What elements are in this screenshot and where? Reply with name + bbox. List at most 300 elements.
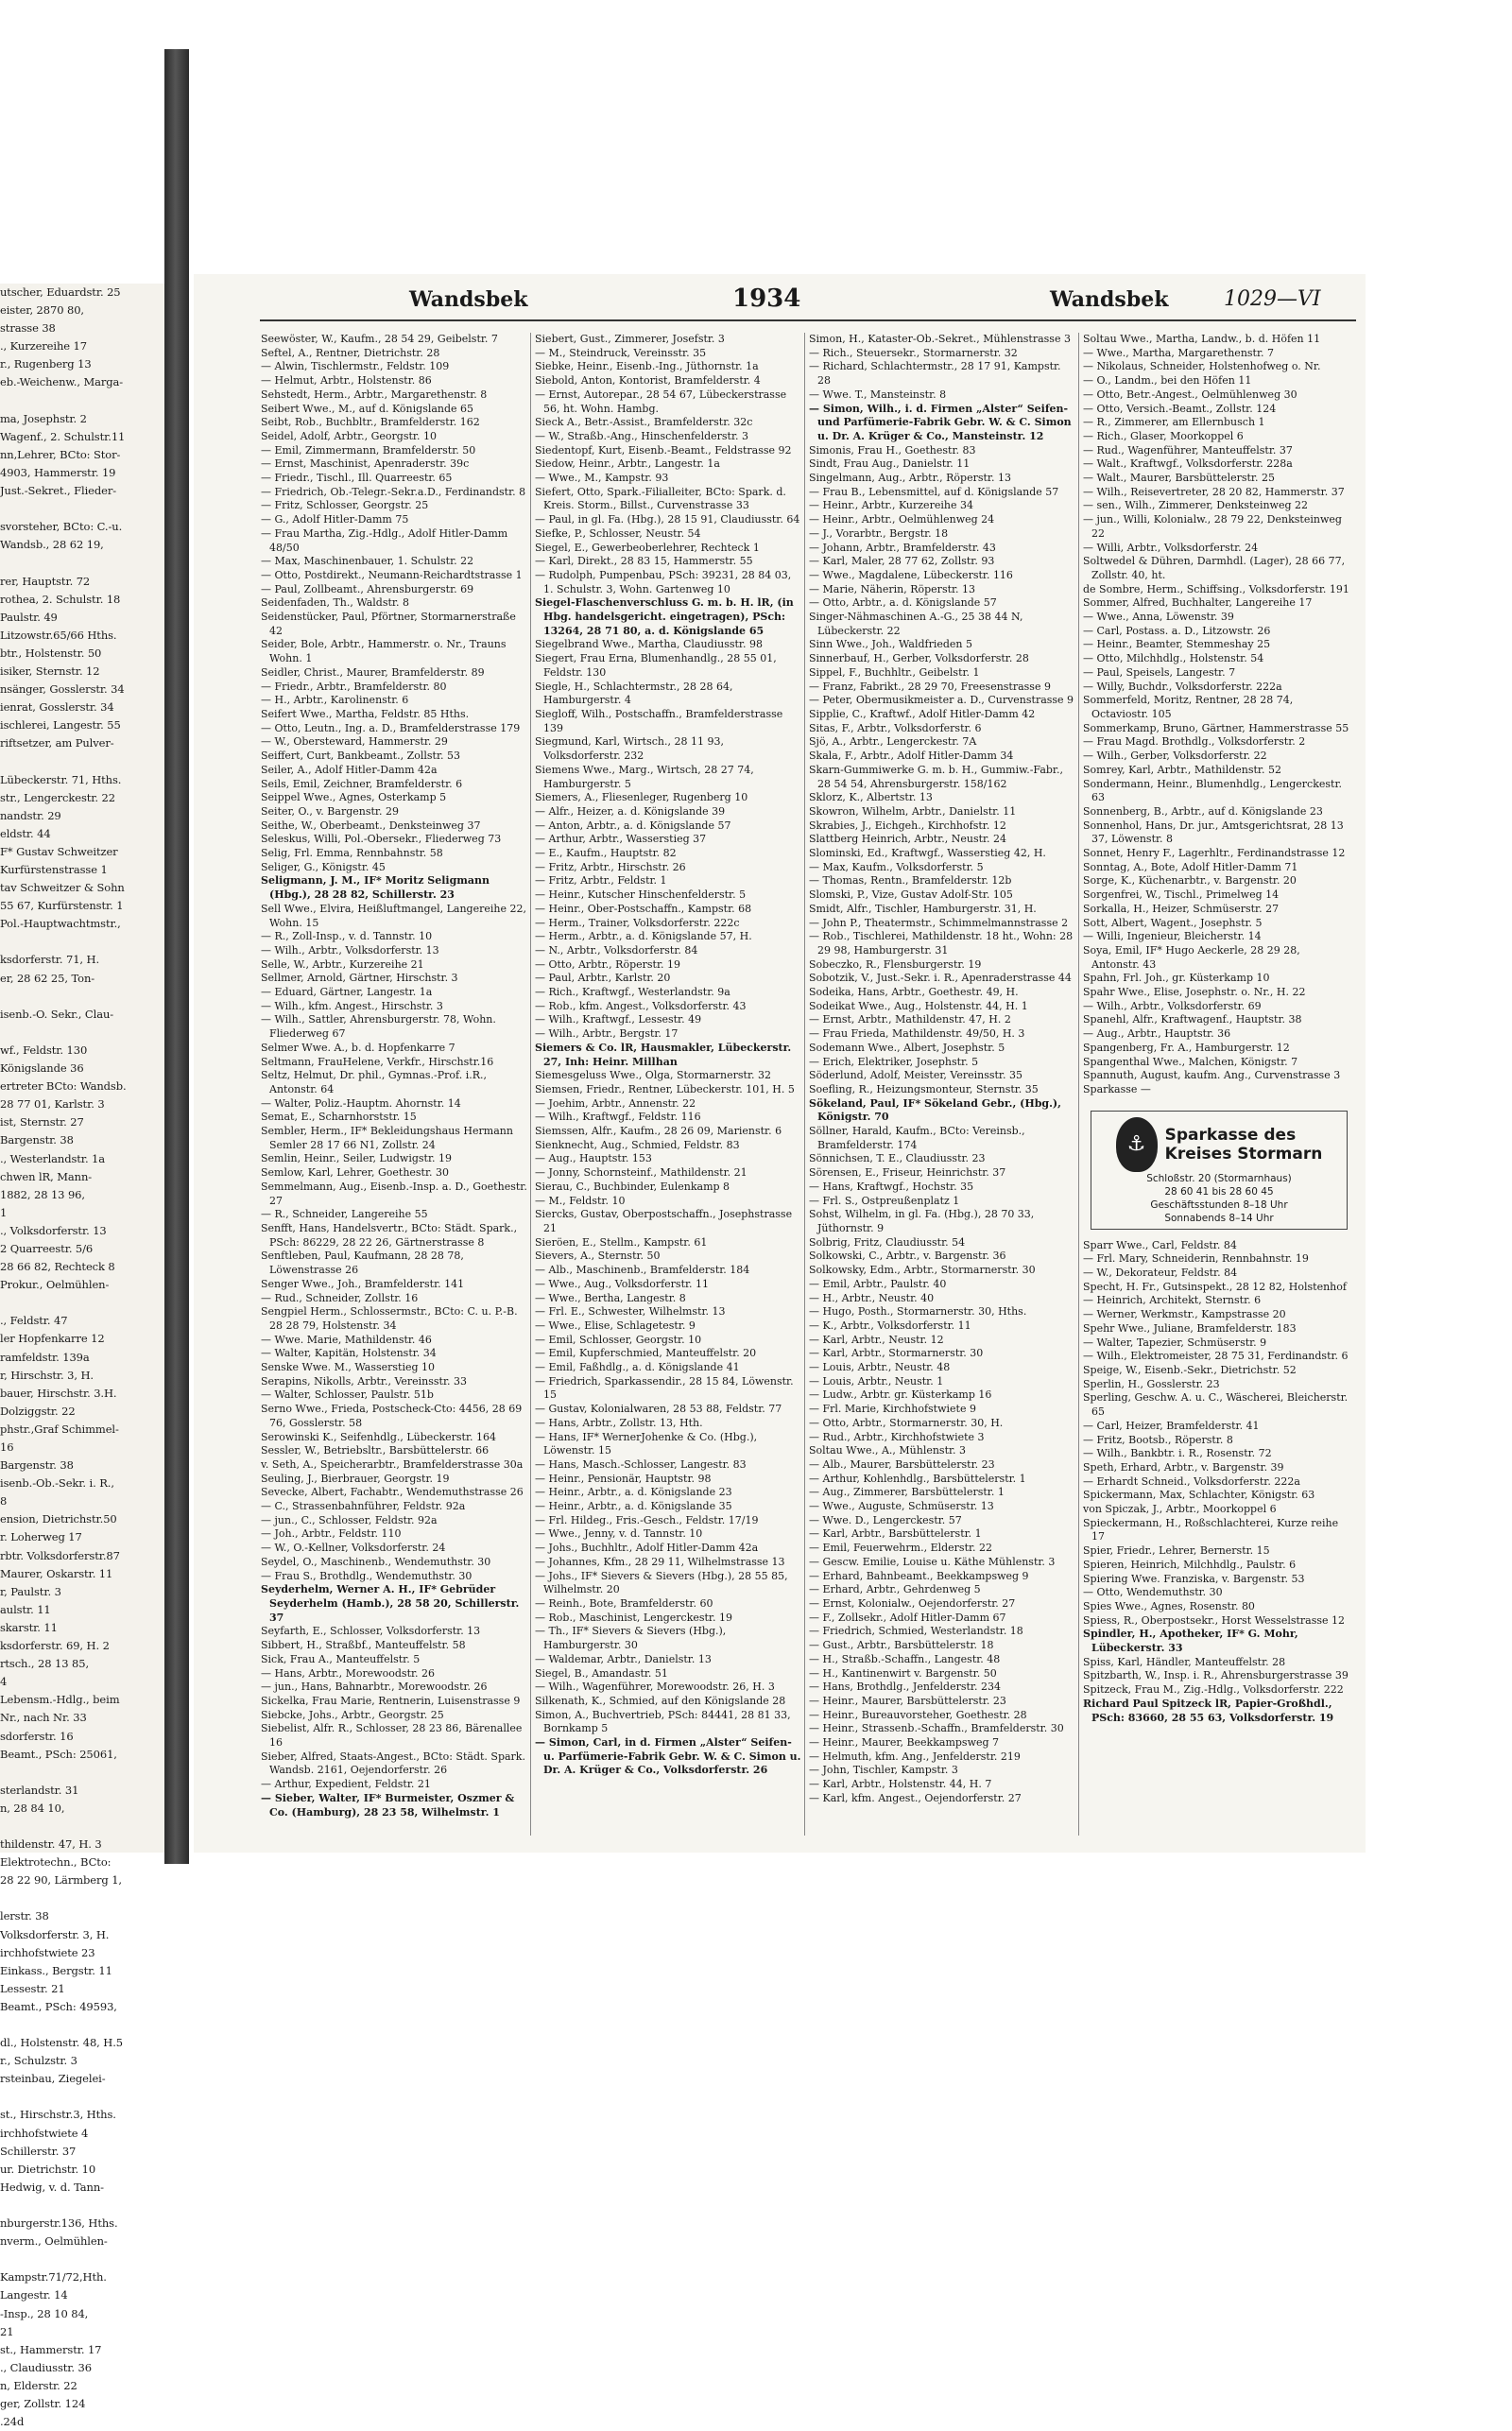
sparkasse-advertisement (1091, 1111, 1348, 1230)
directory-entry: Sperling, Geschw. A. u. C., Wäscherei, Bleicherstr. 65 (1083, 1391, 1349, 1419)
left-page-line: 4 (0, 1675, 8, 1689)
directory-entry: — Willy, Buchdr., Volksdorferstr. 222a (1083, 680, 1282, 693)
directory-entry: — Arthur, Arbtr., Wasserstieg 37 (535, 833, 707, 846)
left-page-line: 8 (0, 1494, 8, 1509)
directory-entry: Seuling, J., Bierbrauer, Georgstr. 19 (261, 1472, 450, 1485)
directory-entry: Spangenberg, Fr. A., Hamburgerstr. 12 (1083, 1041, 1290, 1054)
directory-entry: Speth, Erhard, Arbtr., v. Bargenstr. 39 (1083, 1460, 1284, 1474)
directory-entry: — M., Steindruck, Vereinsstr. 35 (535, 346, 707, 359)
directory-entry: Spiess, R., Oberpostsekr., Horst Wesselstrasse 12 (1083, 1613, 1346, 1627)
directory-entry: — Wwe., Magdalene, Lübeckerstr. 116 (809, 568, 1013, 581)
left-page-line: Prokur., Oelmühlen- (0, 1278, 110, 1292)
directory-entry: Siedentopf, Kurt, Eisenb.-Beamt., Feldstrasse 92 (535, 443, 792, 457)
directory-entry: — Wilh., Arbtr., Volksdorferstr. 69 (1083, 999, 1262, 1012)
directory-entry: — H., Straßb.-Schaffn., Langestr. 48 (809, 1652, 1001, 1665)
directory-entry: — Heinr., Arbtr., a. d. Königslande 35 (535, 1500, 732, 1513)
directory-entry: Sippel, F., Buchhltr., Geibelstr. 1 (809, 665, 980, 679)
directory-entry: — Rob., Maschinist, Lengerckestr. 19 (535, 1611, 732, 1624)
directory-entry: Serno Wwe., Frieda, Postscheck-Cto: 4456, 28 69 76, Gosslerstr. 58 (261, 1403, 523, 1429)
directory-entry: — Herm., Trainer, Volksdorferstr. 222c (535, 916, 740, 929)
directory-entry: — Wwe. T., Mansteinstr. 8 (809, 388, 947, 401)
directory-entry: Sieröen, E., Stellm., Kampstr. 61 (535, 1235, 708, 1249)
directory-entry: Sörensen, E., Friseur, Heinrichstr. 37 (809, 1166, 1006, 1180)
directory-entry: — Rud., Arbtr., Kirchhofstwiete 3 (809, 1430, 985, 1443)
directory-entry: — Karl, Maler, 28 77 62, Zollstr. 93 (809, 555, 995, 568)
left-page-line: 1 (0, 1205, 8, 1219)
directory-entry: — Frau S., Brothdlg., Wendemuthstr. 30 (261, 1569, 472, 1582)
directory-entry: — F., Zollsekr., Adolf Hitler-Damm 67 (809, 1611, 1006, 1624)
directory-entry: — Gustav, Kolonialwaren, 28 53 88, Feldstr. 77 (535, 1403, 782, 1416)
ad-name-line-1: Sparkasse des (1164, 1125, 1297, 1145)
directory-entry: — Friedrich, Schmied, Westerlandstr. 18 (809, 1625, 1023, 1638)
left-page-line: 1882, 28 13 96, (0, 1187, 85, 1201)
directory-entry: — H., Arbtr., Karolinenstr. 6 (261, 694, 409, 707)
directory-entry: Singelmann, Aug., Arbtr., Röperstr. 13 (809, 472, 1011, 485)
ad-phone: 28 60 41 bis 28 60 45 (1164, 1185, 1274, 1198)
directory-entry: — Richard, Schlachtermstr., 28 17 91, Kampstr. 28 (809, 360, 1061, 388)
left-page-line: isenb.-Ob.-Sekr. i. R., (0, 1476, 114, 1491)
column-2 (535, 333, 801, 1845)
directory-entry: Siebelist, Alfr. R., Schlosser, 28 23 86, Bärenallee 16 (261, 1722, 523, 1750)
directory-entry: — Wilh., Elektromeister, 28 75 31, Ferdinandstr. 6 (1083, 1350, 1349, 1363)
directory-entry: Seewöster, W., Kaufm., 28 54 29, Geibelstr. 7 (261, 333, 498, 345)
directory-entry: von Spiczak, J., Arbtr., Moorkoppel 6 (1083, 1503, 1277, 1516)
directory-entry: Selig, Frl. Emma, Rennbahnstr. 58 (261, 847, 443, 860)
ad-address: Schloßstr. 20 (Stormarnhaus) (1146, 1172, 1292, 1184)
directory-entry: Sienknecht, Aug., Schmied, Feldstr. 83 (535, 1138, 740, 1151)
directory-entry: — Hans, Arbtr., Morewoodstr. 26 (261, 1666, 436, 1680)
directory-entry: Siebold, Anton, Kontorist, Bramfelderstr. 4 (535, 374, 761, 388)
left-page-line: ienrat, Gosslerstr. 34 (0, 700, 114, 715)
left-page-line: svorsteher, BCto: C.-u. (0, 520, 123, 534)
directory-entry: — Frau B., Lebensmittel, auf d. Königslande 57 (809, 485, 1059, 498)
left-page-line: Litzowstr.65/66 Hths. (0, 628, 117, 642)
directory-entry: Soltau Wwe., A., Mühlenstr. 3 (809, 1444, 967, 1457)
directory-entry: — Emil, Zimmermann, Bramfelderstr. 50 (261, 443, 476, 457)
directory-entry: — H., Kantinenwirt v. Bargenstr. 50 (809, 1666, 997, 1680)
left-page-line: Lübeckerstr. 71, Hths. (0, 772, 122, 786)
directory-entry: — Karl, Arbtr., Stormarnerstr. 30 (809, 1347, 984, 1360)
directory-entry: — Rud., Schneider, Zollstr. 16 (261, 1291, 419, 1304)
directory-entry: Sieck A., Betr.-Assist., Bramfelderstr. 32c (535, 416, 753, 429)
directory-entry: — J., Vorarbtr., Bergstr. 18 (809, 526, 949, 540)
directory-entry: — Heinr., Maurer, Beekkampsweg 7 (809, 1736, 1000, 1750)
directory-entry: Smidt, Alfr., Tischler, Hamburgerstr. 31, H. (809, 902, 1037, 915)
directory-entry: — Arthur, Expedient, Feldstr. 21 (261, 1778, 431, 1791)
left-page-line: ension, Dietrichstr.50 (0, 1512, 117, 1526)
directory-entry: — Johs., IF* Sievers & Sievers (Hbg.), 28 55 85, Wilhelmstr. 20 (535, 1569, 788, 1596)
directory-entry: — Carl, Heizer, Bramfelderstr. 41 (1083, 1419, 1260, 1432)
directory-entry: Siemens Wwe., Marg., Wirtsch, 28 27 74, Hamburgerstr. 5 (535, 763, 754, 790)
directory-entry: Soya, Emil, IF* Hugo Aeckerle, 28 29 28, Antonstr. 43 (1083, 943, 1300, 971)
directory-entry: — Wwe., Bertha, Langestr. 8 (535, 1291, 686, 1304)
directory-entry: — N., Arbtr., Volksdorferstr. 84 (535, 943, 698, 957)
directory-entry: — Walt., Maurer, Barsbüttelerstr. 25 (1083, 472, 1275, 485)
directory-entry: — R., Zimmerer, am Ellernbusch 1 (1083, 416, 1265, 429)
directory-entry: Siegel-Flaschenverschluss G. m. b. H. lR, (in Hbg. handelsgericht. eingetragen), PSch: 13264, 28 71 80, a. d. Königslande 65 (535, 596, 794, 637)
directory-entry: — Gust., Arbtr., Barsbüttelerstr. 18 (809, 1639, 994, 1652)
left-page-line (0, 1764, 164, 1782)
ad-hours: Geschäftsstunden 8–18 Uhr (1150, 1198, 1288, 1211)
directory-entry: Semlin, Heinr., Seiler, Ludwigstr. 19 (261, 1152, 452, 1165)
directory-entry: Speige, W., Eisenb.-Sekr., Dietrichstr. 52 (1083, 1364, 1297, 1376)
directory-entry: Sparr Wwe., Carl, Feldstr. 84 (1083, 1238, 1237, 1251)
directory-entry: Spanehl, Alfr., Kraftwagenf., Hauptstr. 38 (1083, 1013, 1302, 1026)
left-page-line: isenb.-O. Sekr., Clau- (0, 1007, 114, 1021)
left-page-line: str., Lengerckestr. 22 (0, 790, 115, 804)
directory-entry: — Wilh., Kraftwgf., Feldstr. 116 (535, 1111, 701, 1124)
directory-entry: — Werner, Werkmstr., Kampstrasse 20 (1083, 1308, 1286, 1321)
directory-entry: — C., Strassenbahnführer, Feldstr. 92a (261, 1500, 466, 1513)
directory-entry: — Otto, Wendemuthstr. 30 (1083, 1586, 1223, 1599)
directory-entry: — Alb., Maschinenb., Bramfelderstr. 184 (535, 1264, 750, 1277)
directory-entry: — Herm., Arbtr., a. d. Königslande 57, H. (535, 930, 752, 943)
left-page-line: Beamt., PSch: 49593, (0, 1999, 117, 2013)
column-3 (809, 333, 1075, 1845)
directory-entry: — Thomas, Rentn., Bramfelderstr. 12b (809, 874, 1012, 888)
left-page-line: eister, 2870 80, (0, 303, 84, 318)
directory-entry: — Max, Kaufm., Volksdorferstr. 5 (809, 860, 984, 873)
directory-entry: Selmer Wwe. A., b. d. Hopfenkarre 7 (261, 1041, 455, 1054)
left-page-line (0, 1294, 164, 1312)
directory-entry: Seyfarth, E., Schlosser, Volksdorferstr. 13 (261, 1625, 481, 1638)
directory-entry: — Alfr., Heizer, a. d. Königslande 39 (535, 804, 726, 818)
directory-entry: — K., Arbtr., Volksdorferstr. 11 (809, 1319, 971, 1332)
directory-entry: — Friedr., Arbtr., Bramfelderstr. 80 (261, 680, 447, 693)
directory-entry: Sitas, F., Arbtr., Volksdorferstr. 6 (809, 721, 982, 734)
left-page-line: Kurfürstenstrasse 1 (0, 863, 108, 876)
directory-entry: Spier, Friedr., Lehrer, Bernerstr. 15 (1083, 1544, 1270, 1558)
directory-entry: — Otto, Arbtr., Stormarnerstr. 30, H. (809, 1416, 1004, 1429)
header-left-city: Wandsbek (409, 287, 528, 312)
left-page-line: Paulstr. 49 (0, 610, 58, 624)
directory-entry: Söderlund, Adolf, Meister, Vereinsstr. 35 (809, 1069, 1022, 1082)
directory-entry: — Fritz, Arbtr., Hirschstr. 26 (535, 860, 686, 873)
directory-entry: — Rud., Wagenführer, Manteuffelstr. 37 (1083, 443, 1293, 457)
directory-entry: Sibbert, H., Straßbf., Manteuffelstr. 58 (261, 1639, 466, 1652)
directory-entry: Seidenfaden, Th., Waldstr. 8 (261, 596, 409, 610)
directory-entry: — Otto, Leutn., Ing. a. D., Bramfelderstrasse 179 (261, 721, 521, 734)
directory-entry: — Walt., Kraftwgf., Volksdorferstr. 228a (1083, 457, 1293, 471)
directory-entry: Sipplie, C., Kraftwf., Adolf Hitler-Damm 42 (809, 707, 1036, 720)
directory-entry: — Hans, IF* WernerJohenke & Co. (Hbg.), Löwenstr. 15 (535, 1430, 758, 1457)
book-binding (164, 49, 189, 1864)
left-page-line: ramfeldstr. 139a (0, 1350, 90, 1364)
directory-entry: — Karl, Arbtr., Barsbüttelerstr. 1 (809, 1527, 982, 1541)
directory-entry: Sickelka, Frau Marie, Rentnerin, Luisenstrasse 9 (261, 1694, 521, 1707)
directory-entry: Sellmer, Arnold, Gärtner, Hirschstr. 3 (261, 972, 458, 985)
directory-entry: — Erhardt Schneid., Volksdorferstr. 222a (1083, 1474, 1300, 1488)
directory-entry: Siefke, P., Schlosser, Neustr. 54 (535, 526, 701, 540)
left-page-line: ger, Zollstr. 124 (0, 2396, 86, 2410)
directory-entry: Siercks, Gustav, Oberpostschaffn., Josephstrasse 21 (535, 1208, 793, 1234)
directory-entry: Sorkalla, H., Heizer, Schmüserstr. 27 (1083, 902, 1280, 915)
directory-entry: — Wwe., Auguste, Schmüserstr. 13 (809, 1500, 994, 1513)
directory-entry: — Marie, Näherin, Röperstr. 13 (809, 582, 976, 595)
directory-entry: — Wilh., Arbtr., Bergstr. 17 (535, 1027, 679, 1041)
directory-entry: — Anton, Arbtr., a. d. Königslande 57 (535, 819, 731, 832)
left-page-line: isiker, Sternstr. 12 (0, 664, 100, 678)
directory-entry: Sonnenberg, B., Arbtr., auf d. Königslande 23 (1083, 804, 1323, 818)
directory-entry: Seifert Wwe., Martha, Feldstr. 85 Hths. (261, 707, 470, 720)
directory-entry: — Paul, in gl. Fa. (Hbg.), 28 15 91, Claudiusstr. 64 (535, 513, 800, 526)
left-page-line: r, Paulstr. 3 (0, 1584, 61, 1598)
left-page-line: nandstr. 29 (0, 808, 61, 822)
directory-entry: — Frl. Marie, Kirchhofstwiete 9 (809, 1403, 976, 1416)
left-page-line (0, 2016, 164, 2034)
directory-entry: — Max, Maschinenbauer, 1. Schulstr. 22 (261, 555, 474, 568)
left-page-line: 4903, Hammerstr. 19 (0, 465, 116, 479)
directory-entry: — Fritz, Arbtr., Feldstr. 1 (535, 874, 667, 888)
left-page-line: Königslande 36 (0, 1061, 84, 1076)
directory-entry: Seidel, Adolf, Arbtr., Georgstr. 10 (261, 429, 437, 442)
directory-entry: Sommerkamp, Bruno, Gärtner, Hammerstrasse 55 (1083, 721, 1349, 734)
left-page-line: Nr., nach Nr. 33 (0, 1711, 87, 1725)
left-page-line: Elektrotechn., BCto: (0, 1855, 112, 1870)
directory-entry: Slominski, Ed., Kraftwgf., Wasserstieg 42, H. (809, 847, 1046, 860)
left-page-line: dl., Holstenstr. 48, H.5 (0, 2036, 123, 2050)
directory-entry: — Emil, Schlosser, Georgstr. 10 (535, 1333, 702, 1346)
left-page-line: Langestr. 14 (0, 2288, 68, 2302)
directory-entry: — E., Kaufm., Hauptstr. 82 (535, 847, 677, 860)
directory-entry: — Friedrich, Sparkassendir., 28 15 84, Löwenstr. 15 (535, 1374, 794, 1402)
directory-entry: Soltau Wwe., Martha, Landw., b. d. Höfen 11 (1083, 333, 1321, 345)
directory-entry: Spannuth, August, kaufm. Ang., Curvenstrasse 3 (1083, 1069, 1341, 1082)
directory-entry: — Johannes, Kfm., 28 29 11, Wilhelmstrasse 13 (535, 1555, 785, 1568)
directory-entry: Richard Paul Spitzeck lR, Papier-Großhdl., PSch: 83660, 28 55 63, Volksdorferstr. 19 (1083, 1697, 1334, 1724)
left-page-line: ur. Dietrichstr. 10 (0, 2162, 96, 2176)
directory-entry: Spieren, Heinrich, Milchhdlg., Paulstr. 6 (1083, 1558, 1297, 1571)
directory-entry: — W., Straßb.-Ang., Hinschenfelderstr. 3 (535, 429, 748, 442)
directory-entry: Sökeland, Paul, IF* Sökeland Gebr., (Hbg.), Königstr. 70 (809, 1096, 1061, 1124)
left-page-line: eb.-Weichenw., Marga- (0, 375, 124, 389)
directory-entry: — Rob., Tischlerei, Mathildenstr. 18 ht., Wohn: 28 29 98, Hamburgerstr. 31 (809, 930, 1074, 957)
directory-entry: Seiler, A., Adolf Hitler-Damm 42a (261, 763, 438, 776)
left-page-line (0, 1889, 164, 1907)
directory-entry: — Jonny, Schornsteinf., Mathildenstr. 21 (535, 1166, 747, 1180)
directory-entry: — Heinrich, Architekt, Sternstr. 6 (1083, 1294, 1262, 1307)
directory-entry: — Heinr., Pensionär, Hauptstr. 98 (535, 1472, 712, 1485)
directory-entry: Singer-Nähmaschinen A.-G., 25 38 44 N, Lübeckerstr. 22 (809, 611, 1023, 637)
directory-entry: — W., Dekorateur, Feldstr. 84 (1083, 1267, 1238, 1280)
directory-entry: Sodeikat Wwe., Aug., Holstenstr. 44, H. 1 (809, 999, 1028, 1012)
directory-entry: Skarn-Gummiwerke G. m. b. H., Gummiw.-Fabr., 28 54 54, Ahrensburgerstr. 158/162 (809, 763, 1063, 790)
directory-entry: Soefling, R., Heizungsmonteur, Sternstr. 35 (809, 1082, 1039, 1095)
directory-entry: — Walter, Kapitän, Holstenstr. 34 (261, 1347, 437, 1360)
directory-entry: — Wwe., Anna, Löwenstr. 39 (1083, 611, 1234, 624)
left-page-line: rbtr. Volksdorferstr.87 (0, 1548, 120, 1562)
left-page-line: rsteinbau, Ziegelei- (0, 2072, 106, 2086)
left-page-line (0, 2250, 164, 2268)
directory-entry: Sparkasse — (1083, 1082, 1151, 1095)
directory-entry: — G., Adolf Hitler-Damm 75 (261, 513, 409, 526)
left-page-line: Schillerstr. 37 (0, 2144, 77, 2158)
directory-entry: Siedow, Heinr., Arbtr., Langestr. 1a (535, 457, 720, 471)
directory-entry: — Wilh., Wagenführer, Morewoodstr. 26, H. 3 (535, 1681, 775, 1694)
directory-entry: Seleskus, Willi, Pol.-Obersekr., Fliederweg 73 (261, 833, 502, 846)
directory-entry: Skala, F., Arbtr., Adolf Hitler-Damm 34 (809, 750, 1014, 763)
left-page-line: phstr.,Graf Schimmel- (0, 1422, 119, 1436)
directory-entry: — Johs., Buchhltr., Adolf Hitler-Damm 42a (535, 1542, 759, 1555)
left-page-line: rer, Hauptstr. 72 (0, 574, 91, 588)
header-right-city: Wandsbek (1050, 287, 1169, 312)
directory-entry: — Fritz, Schlosser, Georgstr. 25 (261, 499, 429, 512)
directory-entry: — Frl. S., Ostpreußenplatz 1 (809, 1194, 960, 1207)
directory-entry: — Frl. Hildeg., Fris.-Gesch., Feldstr. 17/19 (535, 1513, 759, 1526)
directory-entry: — Frau Frieda, Mathildenstr. 49/50, H. 3 (809, 1027, 1025, 1041)
directory-entry: — Joh., Arbtr., Feldstr. 110 (261, 1527, 402, 1541)
directory-entry: Sengpiel Herm., Schlossermstr., BCto: C. u. P.-B. 28 28 79, Holstenstr. 34 (261, 1305, 518, 1332)
directory-entry: Semat, E., Scharnhorststr. 15 (261, 1111, 417, 1124)
left-page-line: thildenstr. 47, H. 3 (0, 1837, 102, 1852)
directory-entry: Senske Wwe. M., Wasserstieg 10 (261, 1361, 436, 1374)
left-page-line: Dolziggstr. 22 (0, 1404, 76, 1418)
left-page-line: Just.-Sekret., Flieder- (0, 484, 117, 498)
directory-entry: — John, Tischler, Kampstr. 3 (809, 1764, 958, 1777)
directory-entry: Sott, Albert, Wagent., Josephstr. 5 (1083, 916, 1263, 929)
directory-entry: Siebke, Heinr., Eisenb.-Ing., Jüthornstr. 1a (535, 360, 759, 373)
directory-entry: Siemsen, Friedr., Rentner, Lübeckerstr. 101, H. 5 (535, 1082, 795, 1095)
directory-entry: — Emil, Faßhdlg., a. d. Königslande 41 (535, 1361, 740, 1374)
directory-entry: — Hugo, Posth., Stormarnerstr. 30, Hths. (809, 1305, 1027, 1319)
directory-entry: — Otto, Milchhdlg., Holstenstr. 54 (1083, 652, 1264, 665)
directory-entry: Sobotzik, V., Just.-Sekr. i. R., Apenraderstrasse 44 (809, 972, 1072, 985)
directory-entry: — Heinr., Arbtr., a. d. Königslande 23 (535, 1486, 732, 1499)
left-page-line (0, 2197, 164, 2215)
directory-entry: Siebcke, Johs., Arbtr., Georgstr. 25 (261, 1708, 444, 1721)
left-page-line: .24d (0, 2415, 25, 2429)
directory-entry: — Paul, Zollbeamt., Ahrensburgerstr. 69 (261, 582, 474, 595)
directory-entry: Spieckermann, H., Roßschlachterei, Kurze reihe 17 (1083, 1516, 1339, 1543)
directory-entry: Siegle, H., Schlachtermstr., 28 28 64, Hamburgerstr. 4 (535, 680, 733, 707)
directory-entry: Sjö, A., Arbtr., Lengerckestr. 7A (809, 735, 977, 749)
column-divider (804, 333, 805, 1836)
directory-entry: — Otto, Postdirekt., Neumann-Reichardtstrasse 1 (261, 568, 523, 581)
directory-entry: Spiering Wwe. Franziska, v. Bargenstr. 53 (1083, 1572, 1305, 1585)
directory-entry: — Wilh., Bankbtr. i. R., Rosenstr. 72 (1083, 1447, 1272, 1460)
directory-entry: — Wwe. Marie, Mathildenstr. 46 (261, 1333, 432, 1346)
directory-entry: — Aug., Zimmerer, Barsbüttelerstr. 1 (809, 1486, 1005, 1499)
directory-entry: Sonnet, Henry F., Lagerhltr., Ferdinandstrasse 12 (1083, 847, 1346, 860)
directory-entry: — Heinr., Maurer, Barsbüttelerstr. 23 (809, 1694, 1006, 1707)
left-page-fragment (0, 284, 164, 2429)
left-page-line: ertreter BCto: Wandsb. (0, 1079, 127, 1094)
directory-entry: — Karl, Arbtr., Neustr. 12 (809, 1333, 944, 1346)
directory-entry: — Frl. E., Schwester, Wilhelmstr. 13 (535, 1305, 726, 1319)
directory-entry: Siemers & Co. lR, Hausmakler, Lübeckerstr. 27, Inh: Heinr. Millhan (535, 1041, 792, 1068)
directory-entry: Sönnichsen, T. E., Claudiusstr. 23 (809, 1152, 986, 1165)
directory-entry: — Wwe., M., Kampstr. 93 (535, 472, 669, 485)
directory-entry: — O., Landm., bei den Höfen 11 (1083, 374, 1252, 388)
left-page-line: sdorferstr. 16 (0, 1729, 74, 1743)
directory-entry: — Heinr., Strassenb.-Schaffn., Bramfelderstr. 30 (809, 1722, 1064, 1735)
directory-entry: Solkowski, C., Arbtr., v. Bargenstr. 36 (809, 1250, 1006, 1263)
left-page-line: 28 77 01, Karlstr. 3 (0, 1097, 105, 1112)
directory-entry: Siemssen, Alfr., Kaufm., 28 26 09, Marienstr. 6 (535, 1125, 782, 1138)
directory-entry: — Fritz, Bootsb., Röperstr. 8 (1083, 1433, 1233, 1446)
directory-entry: — Erhard, Bahnbeamt., Beekkampsweg 9 (809, 1569, 1029, 1582)
directory-entry: — Heinr., Kutscher Hinschenfelderstr. 5 (535, 888, 747, 902)
directory-entry: — W., O.-Kellner, Volksdorferstr. 24 (261, 1542, 446, 1555)
header-year: 1934 (732, 284, 801, 313)
column-4 (1083, 333, 1349, 1845)
directory-entry: — Rudolph, Pumpenbau, PSch: 39231, 28 84 03, 1. Schulstr. 3, Wohn. Gartenweg 10 (535, 568, 792, 595)
directory-entry: Simon, A., Buchvertrieb, PSch: 84441, 28 81 33, Bornkamp 5 (535, 1708, 791, 1735)
left-page-line: aulstr. 11 (0, 1602, 51, 1616)
left-page-line: Einkass., Bergstr. 11 (0, 1963, 112, 1977)
left-page-line: lerstr. 38 (0, 1909, 49, 1923)
left-page-line: Volksdorferstr. 3, H. (0, 1927, 110, 1941)
left-page-line: F* Gustav Schweitzer (0, 844, 118, 858)
directory-entry: Serapins, Nikolls, Arbtr., Vereinsstr. 33 (261, 1374, 468, 1388)
directory-entry: — Friedr., Tischl., Ill. Quarreestr. 65 (261, 472, 453, 485)
directory-entry: — Wilh., Reisevertreter, 28 20 82, Hammerstr. 37 (1083, 485, 1345, 498)
directory-entry: Spahr Wwe., Elise, Josephstr. o. Nr., H. 22 (1083, 986, 1306, 999)
left-page-line: Beamt., PSch: 25061, (0, 1747, 117, 1761)
left-page-line: rothea, 2. Schulstr. 18 (0, 592, 121, 606)
directory-entry: Sinn Wwe., Joh., Waldfrieden 5 (809, 638, 973, 651)
directory-entry: Seyderhelm, Werner A. H., IF* Gebrüder Seyderhelm (Hamb.), 28 58 20, Schillerstr. 37 (261, 1583, 520, 1624)
left-page-line: Wagenf., 2. Schulstr.11 (0, 429, 126, 443)
directory-entry: — Simon, Wilh., i. d. Firmen „Alster“ Seifen- und Parfümerie-Fabrik Gebr. W. & C. Simon u. Dr. A. Krüger & Co., Mansteinstr. 12 (809, 402, 1072, 442)
left-page-line: ksdorferstr. 69, H. 2 (0, 1639, 110, 1653)
directory-entry: Spitzbarth, W., Insp. i. R., Ahrensburgerstrasse 39 (1083, 1669, 1349, 1682)
directory-entry: Sell Wwe., Elvira, Heißluftmangel, Langereihe 22, Wohn. 15 (261, 902, 526, 929)
left-page-line: n, 28 84 10, (0, 1801, 65, 1815)
directory-entry: — Hans, Masch.-Schlosser, Langestr. 83 (535, 1457, 747, 1471)
left-page-line: Bargenstr. 38 (0, 1133, 74, 1147)
directory-entry: Sklorz, K., Albertstr. 13 (809, 791, 933, 804)
directory-entry: — Reinh., Bote, Bramfelderstr. 60 (535, 1596, 713, 1610)
directory-entry: Seidler, Christ., Maurer, Bramfelderstr. 89 (261, 665, 485, 679)
directory-entry: — Emil, Feuerwehrm., Elderstr. 22 (809, 1542, 993, 1555)
directory-entry: Senger Wwe., Joh., Bramfelderstr. 141 (261, 1277, 465, 1290)
directory-entry: Solbrig, Fritz, Claudiusstr. 54 (809, 1235, 966, 1249)
directory-entry: — Wwe., Elise, Schlagetestr. 9 (535, 1319, 696, 1332)
sparkasse-seal-icon: ⚓ (1116, 1117, 1158, 1172)
directory-entry: Seidenstücker, Paul, Pförtner, Stormarnerstraße 42 (261, 611, 516, 637)
directory-entry: Sommer, Alfred, Buchhalter, Langereihe 17 (1083, 596, 1313, 610)
left-page-line: nn,Lehrer, BCto: Stor- (0, 447, 121, 461)
directory-entry: Spindler, H., Apotheker, IF* G. Mohr, Lübeckerstr. 33 (1083, 1628, 1298, 1655)
directory-entry: — Emil, Kupferschmied, Manteuffelstr. 20 (535, 1347, 757, 1360)
directory-entry: Seibert Wwe., M., auf d. Königslande 65 (261, 402, 474, 415)
directory-entry: — Frau Martha, Zig.-Hdlg., Adolf Hitler-Damm 48/50 (261, 526, 508, 554)
directory-entry: Seibt, Rob., Buchbltr., Bramfelderstr. 162 (261, 416, 480, 429)
directory-entry: — Helmut, Arbtr., Holstenstr. 86 (261, 374, 432, 388)
left-page-line: nburgerstr.136, Hths. (0, 2216, 118, 2231)
directory-entry: Silkenath, K., Schmied, auf den Königslande 28 (535, 1694, 786, 1707)
directory-entry: — Sieber, Walter, IF* Burmeister, Oszmer & Co. (Hamburg), 28 23 58, Wilhelmstr. 1 (261, 1791, 515, 1819)
directory-entry: — Paul, Arbtr., Karlstr. 20 (535, 972, 671, 985)
directory-entry: Sonntag, A., Bote, Adolf Hitler-Damm 71 (1083, 860, 1298, 873)
left-page-line: 28 66 82, Rechteck 8 (0, 1260, 115, 1274)
directory-entry: v. Seth, A., Speicherarbtr., Bramfelderstrasse 30a (261, 1457, 524, 1471)
directory-entry: Solkowsky, Edm., Arbtr., Stormarnerstr. 30 (809, 1264, 1036, 1277)
directory-entry: Siegmund, Karl, Wirtsch., 28 11 93, Volksdorferstr. 232 (535, 735, 724, 763)
left-page-line: ma, Josephstr. 2 (0, 411, 87, 425)
directory-entry: — Hans, Brothdlg., Jenfelderstr. 234 (809, 1681, 1001, 1694)
directory-entry: — Arthur, Kohlenhdlg., Barsbüttelerstr. 1 (809, 1472, 1026, 1485)
left-page-line (0, 500, 164, 518)
directory-entry: Seiffert, Curt, Bankbeamt., Zollstr. 53 (261, 750, 460, 763)
left-page-line: Kampstr.71/72,Hth. (0, 2270, 107, 2284)
directory-entry: — Louis, Arbtr., Neustr. 1 (809, 1374, 944, 1388)
left-page-line: Hedwig, v. d. Tann- (0, 2180, 104, 2194)
directory-entry: — John P., Theatermstr., Schimmelmannstrasse 2 (809, 916, 1069, 929)
directory-entry: — Gescw. Emilie, Louise u. Käthe Mühlenstr. 3 (809, 1555, 1056, 1568)
ad-bank-name (1165, 1126, 1323, 1164)
